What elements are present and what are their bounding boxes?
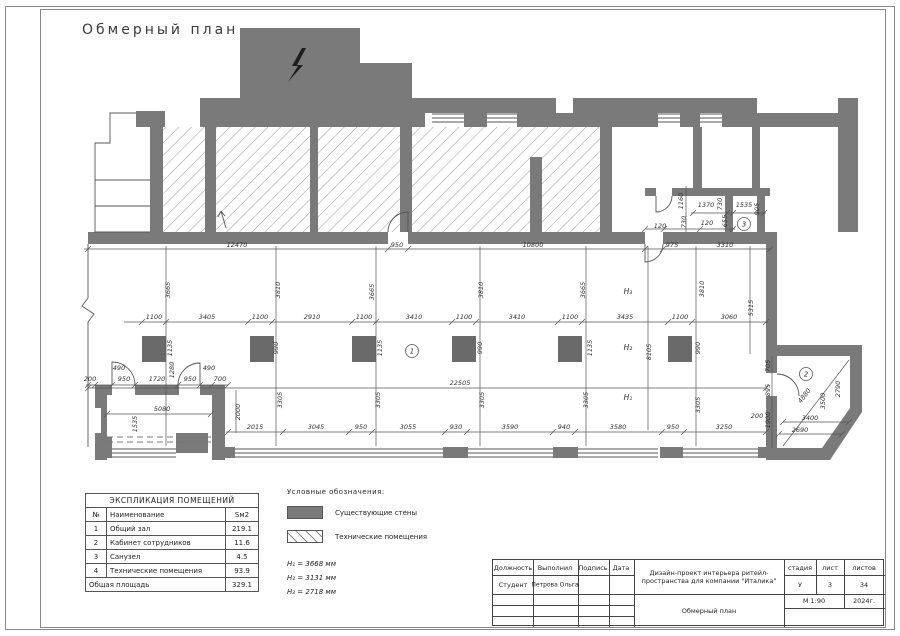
- dim-label: 22505: [449, 379, 471, 387]
- tb-role: Студент: [498, 581, 528, 589]
- title-block: [492, 559, 884, 626]
- tb-sheet: 3: [827, 581, 833, 589]
- dim-label: 950: [117, 375, 131, 383]
- legend-label: Технические помещения: [335, 532, 428, 541]
- tb-sheets-header: листов: [852, 564, 876, 572]
- expl-row: 1: [86, 522, 107, 536]
- dim-label: 950: [390, 241, 404, 249]
- expl-header: №: [86, 508, 107, 522]
- dim-label: 3060: [720, 313, 738, 321]
- dim-label: 3310: [716, 241, 734, 249]
- dim-label: 1100: [455, 313, 473, 321]
- height-note: Н₃ = 2718 мм: [287, 588, 336, 596]
- tb-made-by: Петрова Ольга: [531, 581, 579, 589]
- dim-label: 1535: [735, 201, 753, 209]
- dim-label: 1535: [131, 415, 139, 433]
- dim-label: 8105: [645, 343, 653, 361]
- expl-header: Наименование: [107, 508, 226, 522]
- dim-label: 3305: [582, 391, 590, 409]
- dim-label: 3500: [819, 392, 827, 410]
- dim-label: 990: [694, 341, 702, 355]
- room-marker-number: 3: [741, 220, 747, 229]
- dim-label: 3305: [694, 396, 702, 414]
- dim-label: 1280: [168, 361, 176, 379]
- tb-stage-header: стадия: [788, 564, 812, 572]
- expl-row: Санузел: [107, 550, 226, 564]
- dim-label: 3405: [198, 313, 216, 321]
- expl-total: 329.1: [226, 578, 259, 592]
- dim-label: 975: [665, 241, 679, 249]
- legend-title: Условные обозначения:: [287, 488, 385, 496]
- dim-label: 1135: [166, 339, 174, 357]
- expl-row: 4.5: [226, 550, 259, 564]
- dim-label: 3410: [405, 313, 423, 321]
- expl-header: Sм2: [226, 508, 259, 522]
- dim-label: 730: [716, 197, 724, 211]
- break-line: [82, 244, 97, 447]
- expl-row: 2: [86, 536, 107, 550]
- dim-label: 1900: [764, 411, 772, 429]
- dim-label: 1135: [586, 339, 594, 357]
- tb-doc-name: Обмерный план: [681, 606, 737, 615]
- dim-label: 1100: [561, 313, 579, 321]
- dim-label: 905: [753, 202, 761, 216]
- dim-label: 3250: [715, 423, 733, 431]
- dim-label: 700: [213, 375, 227, 383]
- ceiling-heights: [287, 557, 427, 599]
- dim-label: 200: [83, 375, 97, 383]
- dim-label: 1100: [355, 313, 373, 321]
- tb-year: 2024г.: [852, 597, 876, 605]
- dim-label: 3055: [399, 423, 417, 431]
- dim-label: 12470: [226, 241, 248, 249]
- dim-label: 2790: [834, 380, 842, 398]
- dim-label: 3305: [374, 391, 382, 409]
- dim-label: 990: [476, 341, 484, 355]
- expl-row: 93.9: [226, 564, 259, 578]
- existing-walls: [88, 28, 862, 460]
- dim-label: 705: [764, 359, 772, 373]
- tb-sheet-header: лист: [822, 564, 838, 572]
- dim-label: 2015: [246, 423, 264, 431]
- dim-label: 3045: [307, 423, 325, 431]
- room-marker-number: 2: [803, 370, 809, 379]
- dim-label: 3810: [274, 281, 282, 299]
- dim-label: 120: [700, 219, 714, 227]
- dim-label: 1100: [145, 313, 163, 321]
- expl-row: 219.1: [226, 522, 259, 536]
- dim-label: 490: [112, 364, 126, 372]
- dim-label: 1370: [697, 201, 715, 209]
- dim-label: 2000: [234, 403, 242, 421]
- dim-label: 3435: [616, 313, 634, 321]
- expl-total: Общая площадь: [86, 578, 226, 592]
- legend-item: [287, 530, 427, 543]
- dim-label: 950: [666, 423, 680, 431]
- dim-label: 3305: [478, 391, 486, 409]
- expl-row: 3: [86, 550, 107, 564]
- dim-label: 3410: [508, 313, 526, 321]
- dim-label: 730: [680, 215, 688, 229]
- room-marker-number: 1: [409, 347, 415, 356]
- dim-label: 120: [653, 222, 667, 230]
- expl-row: Общий зал: [107, 522, 226, 536]
- expl-row: Технические помещения: [107, 564, 226, 578]
- dim-label: 655: [721, 214, 729, 228]
- tb-role-header: Должность: [493, 564, 533, 572]
- height-mark: Н₂: [623, 343, 633, 352]
- expl-row: Кабинет сотрудников: [107, 536, 226, 550]
- height-note: Н₂ = 3131 мм: [287, 574, 336, 582]
- expl-title: ЭКСПЛИКАЦИЯ ПОМЕЩЕНИЙ: [86, 494, 259, 508]
- legend: [287, 488, 427, 599]
- dim-label: 1135: [376, 339, 384, 357]
- height-marks: [624, 287, 633, 402]
- dim-label: 940: [557, 423, 571, 431]
- dim-label: 490: [202, 364, 216, 372]
- tb-date-header: Дата: [612, 564, 630, 572]
- tb-stage: У: [798, 581, 802, 589]
- dim-label: 4880: [796, 386, 813, 405]
- dim-label: 2690: [791, 426, 809, 434]
- tb-project-name: Дизайн-проект интерьера ритейл-пространства для компании "Италика": [641, 568, 777, 585]
- dim-label: 3590: [501, 423, 519, 431]
- dim-label: 5315: [747, 299, 755, 317]
- explication-table: [85, 493, 259, 592]
- dim-label: 1100: [671, 313, 689, 321]
- expl-row: 4: [86, 564, 107, 578]
- tb-sheets: 34: [859, 581, 869, 589]
- page-title: Обмерный план: [82, 22, 239, 38]
- dim-label: 950: [183, 375, 197, 383]
- legend-swatch-solid: [287, 506, 323, 519]
- dim-label: 3580: [609, 423, 627, 431]
- dim-label: 3665: [164, 281, 172, 299]
- dim-label: 950: [354, 423, 368, 431]
- dim-label: 3810: [698, 280, 706, 298]
- dim-label: 895: [764, 383, 772, 397]
- dim-label: 1100: [251, 313, 269, 321]
- height-mark: Н₃: [623, 287, 633, 296]
- tb-made-header: Выполнил: [537, 564, 573, 572]
- dim-label: 3305: [276, 391, 284, 409]
- tb-sign-header: Подпись: [578, 564, 608, 572]
- tb-scale: М 1:90: [802, 597, 826, 605]
- legend-item: [287, 506, 427, 519]
- legend-label: Существующие стены: [335, 508, 418, 517]
- dim-label: 2910: [303, 313, 321, 321]
- dim-label: 1160: [677, 192, 685, 210]
- dim-label: 200: [750, 412, 764, 420]
- dim-label: 3810: [477, 281, 485, 299]
- dim-label: 3400: [801, 414, 819, 422]
- dim-label: 1720: [148, 375, 166, 383]
- dim-label: 930: [449, 423, 463, 431]
- height-mark: Н₁: [623, 393, 633, 402]
- height-note: Н₁ = 3668 мм: [287, 560, 336, 568]
- expl-row: 11.6: [226, 536, 259, 550]
- dim-label: 10800: [522, 241, 544, 249]
- stairs-outline: [95, 113, 150, 232]
- dim-label: 5080: [153, 405, 171, 413]
- dim-label: 3665: [368, 283, 376, 301]
- legend-swatch-hatch: [287, 530, 323, 543]
- dim-label: 990: [272, 341, 280, 355]
- dim-label: 3665: [579, 281, 587, 299]
